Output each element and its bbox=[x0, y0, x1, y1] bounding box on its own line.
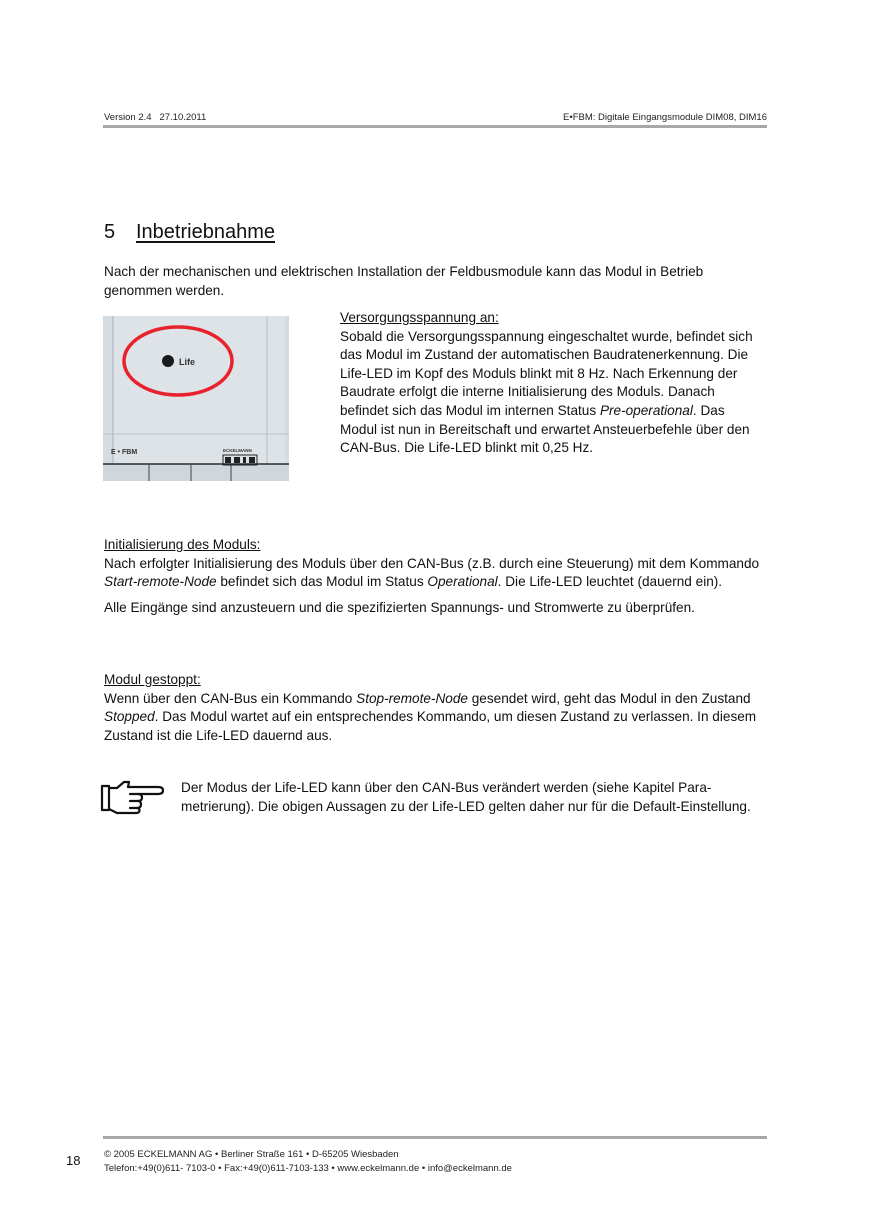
section-title: Inbetriebnahme bbox=[136, 221, 275, 243]
init-text-b: befindet sich das Modul im Status bbox=[216, 574, 428, 590]
init-italic-2: Operational bbox=[427, 574, 498, 590]
stopped-block bbox=[104, 671, 768, 745]
init-text bbox=[104, 555, 768, 592]
supply-heading: Versorgungsspannung an: bbox=[340, 310, 499, 325]
init-block bbox=[104, 536, 768, 617]
init-text-c: . Die Life-LED leuchtet (dauernd ein). bbox=[497, 574, 723, 590]
section-heading bbox=[104, 221, 275, 244]
note-block bbox=[181, 779, 766, 816]
led-label: Life bbox=[179, 357, 196, 367]
section-number: 5 bbox=[104, 221, 116, 243]
footer-address: © 2005 ECKELMANN AG • Berliner Straße 161 • D-65205 Wiesbaden bbox=[104, 1149, 399, 1160]
supply-text-a: Sobald die Versorgungsspannung eingeschaltet wurde, befindet sich das Modul im Zustand der automatischen Baudratenerkennung. Die Life-LED im Kopf des Moduls blinkt mit 8 Hz. Nach Erkennung der Baudrate erfolgt die interne Initialisierung des Moduls. Danach befindet sich das Modul im internen Status bbox=[340, 328, 753, 418]
pointing-hand-icon bbox=[100, 779, 166, 815]
stopped-text-b: gesendet wird, geht das Modul in den Zustand bbox=[467, 690, 751, 706]
footer-rule bbox=[103, 1136, 767, 1139]
header-version: Version 2.4 27.10.2011 bbox=[104, 112, 207, 123]
stopped-text-c: . Das Modul wartet auf ein entsprechendes Kommando, um diesen Zustand zu verlassen. In diesem Zustand ist die Life-LED dauernd aus. bbox=[104, 709, 757, 743]
note-text: Der Modus der Life-LED kann über den CAN-Bus verändert werden (siehe Kapitel Parametrierung). Die obigen Aussagen zu der Life-LED gelten daher nur für die Default-Einstellung. bbox=[181, 780, 751, 814]
init-inputs-text: Alle Eingänge sind anzusteuern und die spezifizierten Spannungs- und Stromwerte zu überprüfen. bbox=[104, 599, 695, 615]
life-led-icon bbox=[162, 355, 174, 367]
module-photo bbox=[103, 316, 289, 481]
stopped-italic-1: Stop-remote-Node bbox=[356, 690, 468, 706]
stopped-text-a: Wenn über den CAN-Bus ein Kommando bbox=[104, 690, 357, 706]
module-photo-drawing bbox=[103, 316, 289, 481]
header-document-title: E•FBM: Digitale Eingangsmodule DIM08, DIM16 bbox=[563, 112, 767, 123]
footer-contact: Telefon:+49(0)611- 7103-0 • Fax:+49(0)611-7103-133 • www.eckelmann.de • info@eckelmann.de bbox=[104, 1163, 512, 1174]
page-number: 18 bbox=[66, 1153, 81, 1168]
stopped-heading: Modul gestoppt: bbox=[104, 672, 201, 687]
brand-label: ECKELMANN bbox=[223, 448, 252, 453]
intro-paragraph bbox=[104, 263, 768, 300]
supply-block bbox=[340, 309, 765, 458]
supply-text bbox=[340, 328, 765, 458]
init-italic-1: Start-remote-Node bbox=[104, 574, 217, 590]
supply-text-italic: Pre-operational bbox=[599, 402, 693, 418]
intro-text: Nach der mechanischen und elektrischen Installation der Feldbusmodule kann das Modul in Betrieb genommen werden. bbox=[104, 264, 704, 298]
header-rule bbox=[103, 125, 767, 128]
stopped-text bbox=[104, 690, 768, 746]
init-heading: Initialisierung des Moduls: bbox=[104, 537, 261, 552]
supply-text-b: . Das Modul ist nun in Bereitschaft und erwartet Ansteuerbefehle über den CAN-Bus. Die Life-LED blinkt mit 0,25 Hz. bbox=[340, 402, 750, 456]
init-text-a: Nach erfolgter Initialisierung des Moduls über den CAN-Bus (z.B. durch eine Steuerung) mit dem Kommando bbox=[104, 555, 760, 571]
stopped-italic-2: Stopped bbox=[104, 709, 155, 725]
module-label: E • FBM bbox=[111, 449, 138, 456]
